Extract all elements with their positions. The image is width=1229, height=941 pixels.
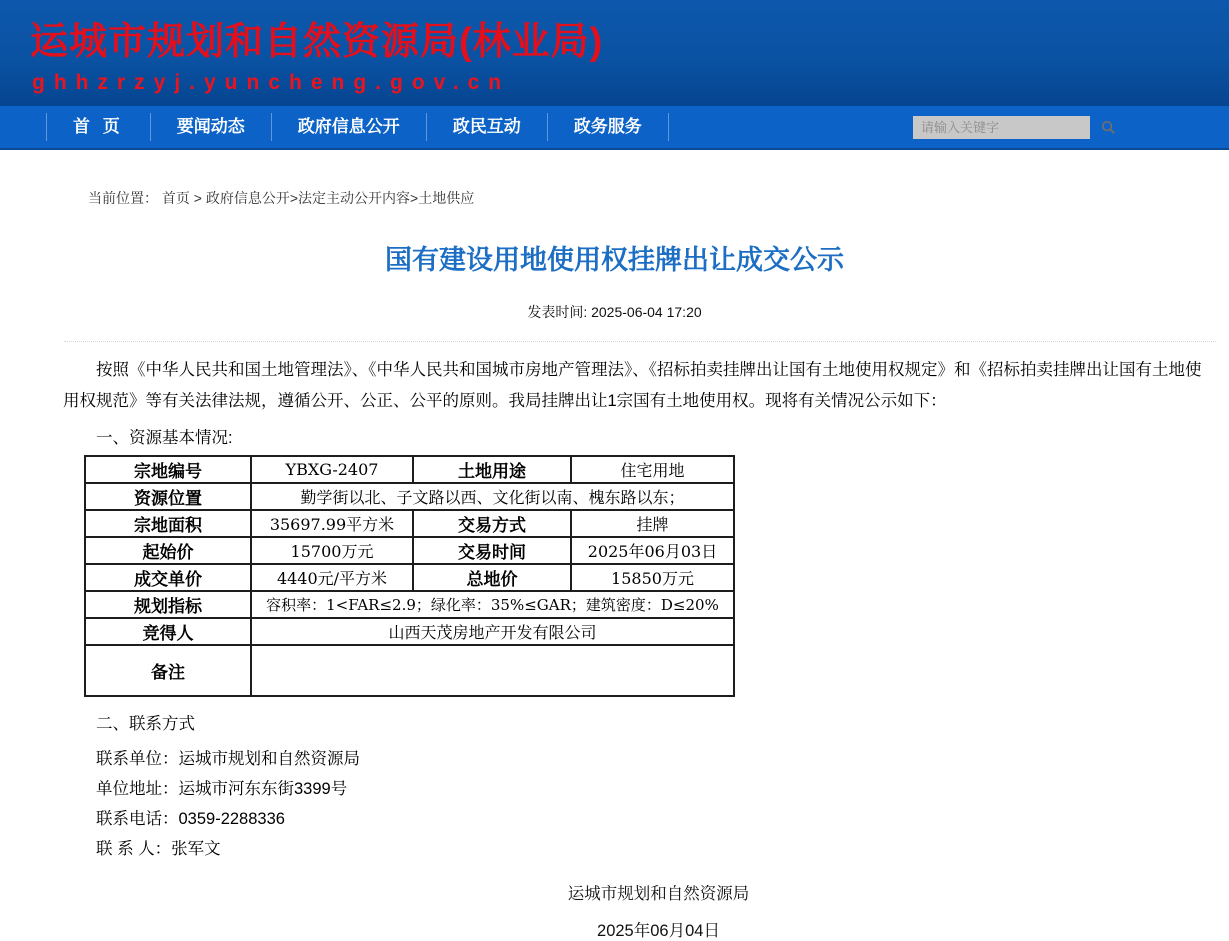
cell-value: 容积率：1<FAR≤2.9；绿化率：35%≤GAR；建筑密度：D≤20% (251, 591, 734, 618)
table-row (85, 483, 734, 510)
cell-label: 宗地面积 (85, 510, 251, 537)
cell-value: 35697.99平方米 (251, 510, 413, 537)
table-row (85, 618, 734, 645)
site-header (0, 0, 1229, 106)
contact-block (0, 744, 1229, 864)
cell-value: 挂牌 (571, 510, 734, 537)
site-url-text: ghhzrzyj.yuncheng.gov.cn (32, 71, 511, 94)
cell-label: 资源位置 (85, 483, 251, 510)
cell-label: 规划指标 (85, 591, 251, 618)
contact-person: 联 系 人：张军文 (96, 840, 221, 858)
magnifier-icon[interactable] (1101, 116, 1116, 139)
table-row (85, 510, 734, 537)
cell-value: 勤学街以北、子文路以西、文化街以南、槐东路以东； (251, 483, 734, 510)
table-row (85, 564, 734, 591)
section-heading-contact: 二、联系方式 (96, 715, 195, 733)
signature-date: 2025年06月04日 (597, 922, 720, 940)
breadcrumb-path[interactable]: 首页 > 政府信息公开>法定主动公开内容>土地供应 (161, 190, 475, 206)
divider-line (64, 341, 1216, 342)
cell-label: 土地用途 (413, 456, 571, 483)
site-title: 运城市规划和自然资源局(林业局) (30, 21, 604, 63)
intro-paragraph: 按照《中华人民共和国土地管理法》、《中华人民共和国城市房地产管理法》、《招标拍卖挂牌出让国有土地使用权规定》和《招标拍卖挂牌出让国有土地使用权规范》等有关法律法规，遵循公开、公正、公平的原则。我局挂牌出让1宗国有土地使用权。现将有关情况公示如下： (63, 361, 1202, 410)
cell-label: 备注 (85, 645, 251, 696)
page-title: 国有建设用地使用权挂牌出让成交公示 (385, 245, 844, 275)
nav-item-services[interactable]: 政务服务 (548, 113, 669, 141)
search-box (913, 116, 1090, 139)
cell-value: 15850万元 (571, 564, 734, 591)
cell-label: 交易时间 (413, 537, 571, 564)
breadcrumb-label: 当前位置： (88, 190, 158, 206)
table-row (85, 456, 734, 483)
main-nav (0, 106, 1229, 150)
cell-label: 宗地编号 (85, 456, 251, 483)
section-heading-basic-info: 一、资源基本情况: (96, 429, 233, 447)
cell-value: 住宅用地 (571, 456, 734, 483)
nav-item-news[interactable]: 要闻动态 (151, 113, 272, 141)
contact-phone: 联系电话：0359-2288336 (96, 810, 285, 828)
cell-label: 总地价 (413, 564, 571, 591)
nav-item-home[interactable]: 首 页 (46, 113, 151, 141)
cell-value: 4440元/平方米 (251, 564, 413, 591)
nav-item-gov-info[interactable]: 政府信息公开 (272, 113, 427, 141)
cell-value: 山西天茂房地产开发有限公司 (251, 618, 734, 645)
signature-org: 运城市规划和自然资源局 (567, 885, 750, 903)
table-row (85, 537, 734, 564)
table-row (85, 645, 734, 696)
signature-block (88, 880, 1229, 941)
breadcrumb (88, 188, 1229, 208)
cell-label: 竞得人 (85, 618, 251, 645)
cell-value: 2025年06月03日 (571, 537, 734, 564)
cell-label: 起始价 (85, 537, 251, 564)
publish-time: 发表时间: 2025-06-04 17:20 (527, 304, 702, 320)
nav-item-interaction[interactable]: 政民互动 (427, 113, 548, 141)
table-row (85, 591, 734, 618)
cell-value: YBXG-2407 (251, 456, 413, 483)
land-info-table (84, 455, 735, 697)
contact-unit: 联系单位：运城市规划和自然资源局 (96, 750, 360, 768)
cell-value: 15700万元 (251, 537, 413, 564)
cell-label: 交易方式 (413, 510, 571, 537)
contact-address: 单位地址：运城市河东东街3399号 (96, 780, 348, 798)
search-input[interactable] (913, 120, 1101, 135)
cell-label: 成交单价 (85, 564, 251, 591)
cell-value (251, 645, 734, 696)
